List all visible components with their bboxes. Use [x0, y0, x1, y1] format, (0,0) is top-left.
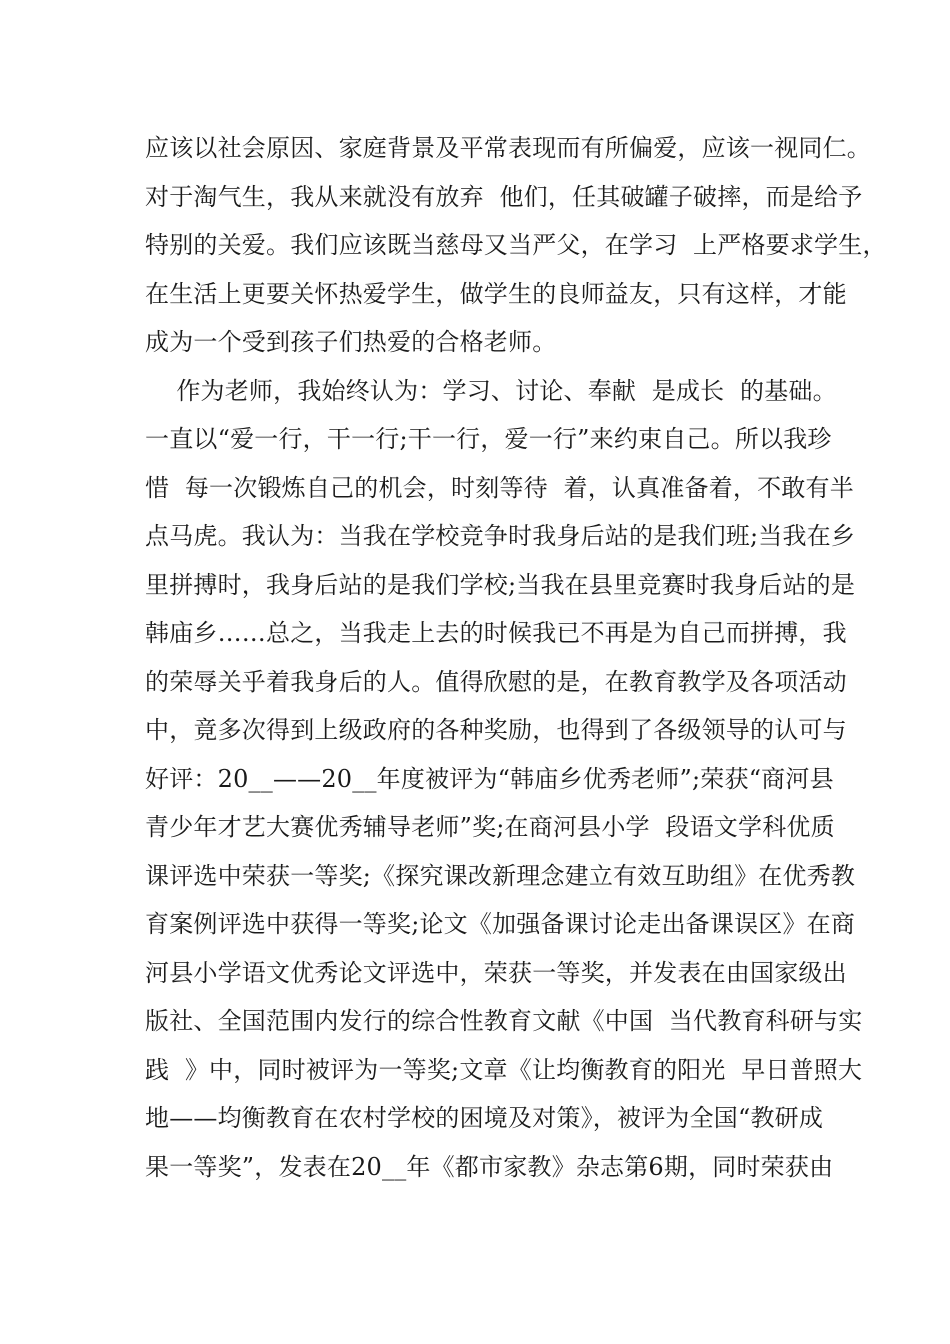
- text-line: 点马虎。我认为：当我在学校竞争时我身后站的是我们班;当我在乡: [145, 522, 856, 550]
- text-line: 版社、全国范围内发行的综合性教育文献《中国 当代教育科研与实: [145, 1007, 863, 1035]
- text-line: 地——均衡教育在农村学校的困境及对策》，被评为全国“教研成: [145, 1104, 824, 1132]
- text-line: 作为老师，我始终认为：学习、讨论、奉献 是成长 的基础。: [145, 376, 837, 405]
- text-line: 好评：20__——20__年度被评为“韩庙乡优秀老师”;荣获“商河县: [145, 764, 834, 793]
- text-line: 成为一个受到孩子们热爱的合格老师。: [145, 328, 557, 356]
- text-line: 在生活上更要关怀热爱学生，做学生的良师益友，只有这样，才能: [145, 279, 847, 308]
- text-line: 践 》中，同时被评为一等奖;文章《让均衡教育的阳光 早日普照大: [145, 1055, 863, 1084]
- text-line: 青少年才艺大赛优秀辅导老师”奖;在商河县小学 段语文学科优质: [145, 813, 835, 841]
- text-line: 韩庙乡……总之，当我走上去的时候我已不再是为自己而拼搏，我: [145, 619, 847, 647]
- text-line: 的荣辱关乎着我身后的人。值得欣慰的是，在教育教学及各项活动: [145, 667, 847, 696]
- text-line: 中，竟多次得到上级政府的各种奖励，也得到了各级领导的认可与: [145, 716, 847, 744]
- text-line: 里拼搏时，我身后站的是我们学校;当我在县里竞赛时我身后站的是: [145, 570, 856, 599]
- text-line: 一直以“爱一行，干一行;干一行，爱一行”来约束自己。所以我珍: [145, 425, 832, 453]
- text-line: 对于淘气生，我从来就没有放弃 他们，任其破罐子破摔，而是给予: [145, 182, 863, 211]
- text-line: 特别的关爱。我们应该既当慈母又当严父，在学习 上严格要求学生，: [145, 231, 887, 259]
- text-line: 育案例评选中获得一等奖;论文《加强备课讨论走出备课误区》在商: [145, 910, 856, 938]
- text-line: 惜 每一次锻炼自己的机会，时刻等待 着，认真准备着，不敢有半: [145, 473, 854, 502]
- text-line: 河县小学语文优秀论文评选中，荣获一等奖，并发表在由国家级出: [145, 958, 847, 987]
- text-line: 果一等奖”，发表在20__年《都市家教》杂志第6期，同时荣获由: [145, 1152, 834, 1181]
- text-line: 课评选中荣获一等奖;《探究课改新理念建立有效互助组》在优秀教: [145, 861, 856, 890]
- text-line: 应该以社会原因、家庭背景及平常表现而有所偏爱，应该一视同仁。: [145, 134, 871, 162]
- body-text: [145, 128, 887, 1195]
